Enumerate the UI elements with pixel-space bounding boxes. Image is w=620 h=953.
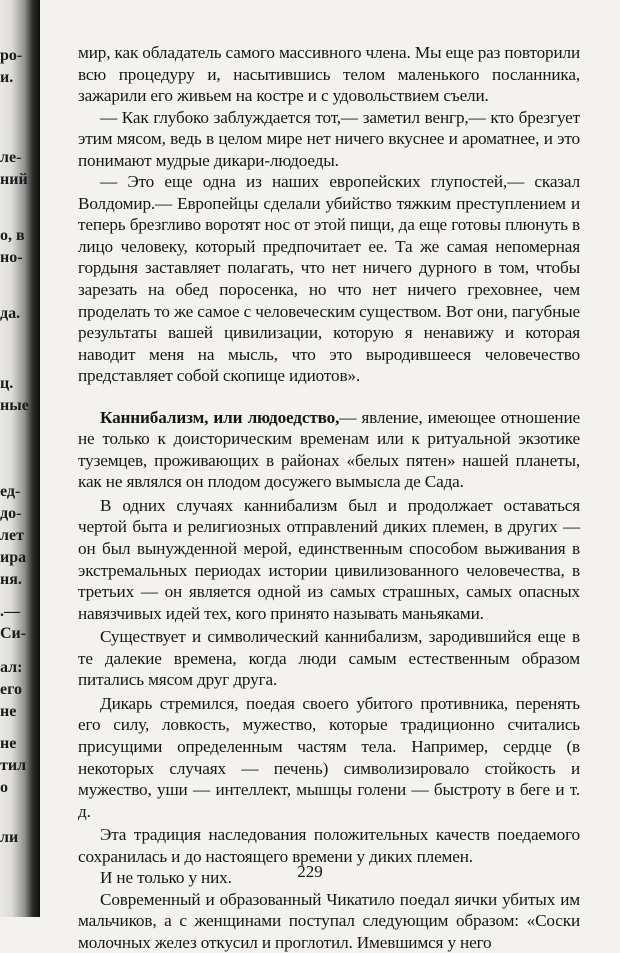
- spine-text-fragment: ли: [0, 830, 19, 846]
- spine-text-fragment: и.: [0, 70, 14, 86]
- spine-text-fragment: ня.: [0, 572, 22, 588]
- spine-text-fragment: до-: [0, 506, 22, 522]
- spine-text-fragment: ал:: [0, 660, 23, 676]
- spine-text-fragment: ц.: [0, 376, 14, 392]
- section-lead-text: — явление, имеющее отношение не только к доисторическим временам или к ритуальной экзотике туземцев, проживающих в районах «белых пятен» нашей планеты, как не являлся он плодом досужего вымысла де Сада.: [78, 407, 580, 492]
- spine-text-fragment: .—: [0, 604, 20, 620]
- spine-text-fragment: о: [0, 780, 8, 796]
- spine-text-fragment: ле-: [0, 150, 22, 166]
- spine-text-fragment: но-: [0, 250, 23, 266]
- paragraph: Дикарь стремился, поедая своего убитого противника, перенять его силу, ловкость, мужество, которые традиционно считались присущими определенным частям тела. Например, сердце (в некоторых случаях — печень) символизировало стойкость и мужество, уши — интеллект, мышцы голени — быстроту в беге и т. д.: [78, 693, 580, 821]
- page-text: [78, 42, 580, 953]
- paragraph: В одних случаях каннибализм был и продолжает оставаться чертой быта и религиозных отправлений диких племен, в других — он был вынужденной мерой, единственным способом выживания в экстремальных периодах истории цивилизованного человечества, в третьих — он является одной из самых страшных, самых опасных навязчивых идей тех, кого принято называть маньяками.: [78, 495, 580, 623]
- paragraph: Эта традиция наследования положительных качеств поедаемого сохранилась и до настоящего времени у диких племен.: [78, 825, 580, 866]
- paragraph: — Это еще одна из наших европейских глупостей,— сказал Волдомир.— Европейцы сделали убийство тяжким преступлением и теперь брезгливо воротят нос от этой пищи, да еще готовы плюнуть в лицо человеку, который предпочитает ее. Та же самая непомерная гордыня заставляет полагать, что нет ничего дурного в том, чтобы зарезать на обед поросенка, но что нет ничего греховнее, чем проделать то же самое с человеческим существом. Вот они, пагубные результаты вашей цивилизации, которую я ненавижу и которая наводит меня на мысль, что это выродившееся человечество представляет собой скопище идиотов».: [78, 172, 580, 386]
- paragraph: мир, как обладатель самого массивного члена. Мы еще раз повторили всю процедуру и, насытившись телом маленького посланника, зажарили его живьем на костре и с удовольствием съели.: [78, 43, 580, 106]
- spine-text-fragment: ний: [0, 172, 28, 188]
- spine-text-fragment: лет: [0, 528, 24, 544]
- spine-text-fragment: о, в: [0, 228, 25, 244]
- page-number: 229: [297, 862, 323, 881]
- spine-text-fragment: ед-: [0, 484, 21, 500]
- spine-text-fragment: ро-: [0, 48, 23, 64]
- spine-text-fragment: да.: [0, 306, 21, 322]
- paragraph: Современный и образованный Чикатило поедал яички убитых им мальчиков, а с женщинами поступал следующим образом: «Соски молочных желез откусил и проглотил. Имевшимся у него: [78, 889, 580, 952]
- spine-text-fragment: тил: [0, 758, 27, 774]
- spine-text-fragment: не: [0, 704, 17, 720]
- spine-text-fragment: ира: [0, 550, 27, 566]
- paragraph: Существует и символический каннибализм, зародившийся еще в те далекие времена, когда люди самым естественным образом питались мясом друг друга.: [78, 627, 580, 690]
- spine-text-fragment: его: [0, 682, 22, 698]
- paragraph: И не только у них.: [100, 868, 232, 888]
- paragraph: — Как глубоко заблуждается тот,— заметил венгр,— кто брезгует этим мясом, ведь в целом мире нет ничего вкуснее и ароматнее, и это понимают мудрые дикари-людоеды.: [78, 107, 580, 170]
- spine-text-fragment: не: [0, 736, 17, 752]
- section-paragraph: [78, 407, 580, 493]
- spine-text-fragment: Си-: [0, 626, 27, 642]
- spine-text-fragment: ные: [0, 398, 29, 414]
- section-lead-term: Каннибализм, или людоедство,: [100, 407, 340, 427]
